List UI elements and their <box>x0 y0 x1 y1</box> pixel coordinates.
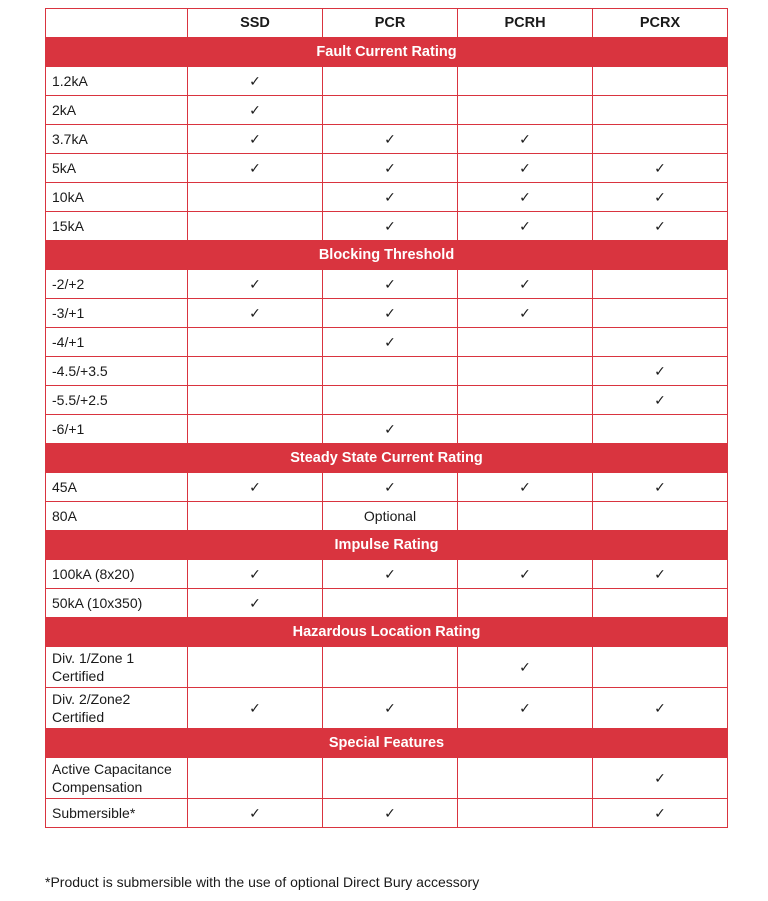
row-label: Div. 2/Zone2 Certified <box>46 688 188 729</box>
table-row <box>46 299 728 328</box>
table-row <box>46 758 728 799</box>
empty-cell <box>593 96 728 125</box>
empty-cell <box>458 386 593 415</box>
empty-cell <box>188 328 323 357</box>
header-row <box>46 9 728 38</box>
empty-cell <box>323 758 458 799</box>
empty-cell <box>458 589 593 618</box>
header-cell-ssd: SSD <box>188 9 323 38</box>
table-row <box>46 212 728 241</box>
empty-cell <box>593 270 728 299</box>
table-row <box>46 688 728 729</box>
check-mark-cell: ✓ <box>593 688 728 729</box>
check-mark-cell: ✓ <box>323 183 458 212</box>
section-title: Blocking Threshold <box>46 241 728 270</box>
table-row <box>46 799 728 828</box>
empty-cell <box>188 386 323 415</box>
table-row <box>46 328 728 357</box>
section-title: Hazardous Location Rating <box>46 618 728 647</box>
check-mark-cell: ✓ <box>458 125 593 154</box>
table-row <box>46 647 728 688</box>
table-row <box>46 473 728 502</box>
check-mark-cell: ✓ <box>188 270 323 299</box>
check-mark-cell: ✓ <box>323 125 458 154</box>
check-mark-cell: ✓ <box>593 560 728 589</box>
check-mark-cell: ✓ <box>593 386 728 415</box>
row-label: Div. 1/Zone 1 Certified <box>46 647 188 688</box>
table-row <box>46 125 728 154</box>
check-mark-cell: ✓ <box>323 154 458 183</box>
check-mark-cell: ✓ <box>593 758 728 799</box>
check-mark-cell: ✓ <box>323 799 458 828</box>
check-mark-cell: ✓ <box>323 473 458 502</box>
section-title: Steady State Current Rating <box>46 444 728 473</box>
row-label: 1.2kA <box>46 67 188 96</box>
check-mark-cell: ✓ <box>188 125 323 154</box>
empty-cell <box>458 415 593 444</box>
row-label: -6/+1 <box>46 415 188 444</box>
check-mark-cell: ✓ <box>458 299 593 328</box>
header-cell-pcr: PCR <box>323 9 458 38</box>
section-header-row <box>46 531 728 560</box>
table-row <box>46 415 728 444</box>
table-row <box>46 589 728 618</box>
table-body <box>46 38 728 828</box>
header-cell-pcrh: PCRH <box>458 9 593 38</box>
empty-cell <box>458 96 593 125</box>
check-mark-cell: ✓ <box>593 473 728 502</box>
row-label: -4/+1 <box>46 328 188 357</box>
empty-cell <box>188 415 323 444</box>
section-header-row <box>46 38 728 67</box>
table-row <box>46 183 728 212</box>
empty-cell <box>458 357 593 386</box>
row-label: 15kA <box>46 212 188 241</box>
row-label: 5kA <box>46 154 188 183</box>
check-mark-cell: ✓ <box>458 647 593 688</box>
empty-cell <box>323 647 458 688</box>
section-title: Fault Current Rating <box>46 38 728 67</box>
check-mark-cell: ✓ <box>458 560 593 589</box>
row-label: -3/+1 <box>46 299 188 328</box>
table-row <box>46 67 728 96</box>
row-label: 45A <box>46 473 188 502</box>
check-mark-cell: ✓ <box>458 212 593 241</box>
check-mark-cell: ✓ <box>458 473 593 502</box>
section-header-row <box>46 444 728 473</box>
check-mark-cell: ✓ <box>323 415 458 444</box>
empty-cell <box>593 328 728 357</box>
empty-cell <box>188 183 323 212</box>
table-row <box>46 270 728 299</box>
empty-cell <box>458 67 593 96</box>
empty-cell <box>323 589 458 618</box>
row-label: 3.7kA <box>46 125 188 154</box>
check-mark-cell: ✓ <box>188 299 323 328</box>
table-row <box>46 560 728 589</box>
comparison-table <box>45 8 728 828</box>
check-mark-cell: ✓ <box>323 299 458 328</box>
check-mark-cell: ✓ <box>188 154 323 183</box>
check-mark-cell: ✓ <box>593 799 728 828</box>
row-label: 2kA <box>46 96 188 125</box>
empty-cell <box>458 799 593 828</box>
check-mark-cell: ✓ <box>188 473 323 502</box>
row-label: 100kA (8x20) <box>46 560 188 589</box>
empty-cell <box>188 357 323 386</box>
check-mark-cell: ✓ <box>593 154 728 183</box>
empty-cell <box>458 328 593 357</box>
value-cell: Optional <box>323 502 458 531</box>
check-mark-cell: ✓ <box>593 212 728 241</box>
check-mark-cell: ✓ <box>458 154 593 183</box>
empty-cell <box>593 67 728 96</box>
empty-cell <box>323 67 458 96</box>
header-cell-empty <box>46 9 188 38</box>
check-mark-cell: ✓ <box>188 799 323 828</box>
row-label: 80A <box>46 502 188 531</box>
check-mark-cell: ✓ <box>458 270 593 299</box>
table-row <box>46 386 728 415</box>
empty-cell <box>593 589 728 618</box>
empty-cell <box>188 758 323 799</box>
row-label: -2/+2 <box>46 270 188 299</box>
row-label: -5.5/+2.5 <box>46 386 188 415</box>
table-row <box>46 154 728 183</box>
empty-cell <box>188 647 323 688</box>
check-mark-cell: ✓ <box>593 183 728 212</box>
check-mark-cell: ✓ <box>323 212 458 241</box>
header-cell-pcrx: PCRX <box>593 9 728 38</box>
check-mark-cell: ✓ <box>458 183 593 212</box>
check-mark-cell: ✓ <box>188 560 323 589</box>
table-row <box>46 357 728 386</box>
empty-cell <box>458 758 593 799</box>
empty-cell <box>323 96 458 125</box>
empty-cell <box>593 299 728 328</box>
check-mark-cell: ✓ <box>593 357 728 386</box>
table-row <box>46 96 728 125</box>
check-mark-cell: ✓ <box>188 67 323 96</box>
empty-cell <box>593 125 728 154</box>
section-title: Impulse Rating <box>46 531 728 560</box>
empty-cell <box>458 502 593 531</box>
check-mark-cell: ✓ <box>458 688 593 729</box>
check-mark-cell: ✓ <box>323 688 458 729</box>
empty-cell <box>593 415 728 444</box>
section-header-row <box>46 618 728 647</box>
row-label: -4.5/+3.5 <box>46 357 188 386</box>
empty-cell <box>593 502 728 531</box>
row-label: Submersible* <box>46 799 188 828</box>
check-mark-cell: ✓ <box>323 270 458 299</box>
footnote: *Product is submersible with the use of optional Direct Bury accessory <box>45 874 480 890</box>
section-title: Special Features <box>46 729 728 758</box>
check-mark-cell: ✓ <box>323 560 458 589</box>
row-label: 10kA <box>46 183 188 212</box>
row-label: Active Capacitance Compensation <box>46 758 188 799</box>
empty-cell <box>188 502 323 531</box>
check-mark-cell: ✓ <box>188 688 323 729</box>
empty-cell <box>188 212 323 241</box>
empty-cell <box>323 357 458 386</box>
check-mark-cell: ✓ <box>323 328 458 357</box>
empty-cell <box>323 386 458 415</box>
empty-cell <box>593 647 728 688</box>
section-header-row <box>46 241 728 270</box>
check-mark-cell: ✓ <box>188 96 323 125</box>
section-header-row <box>46 729 728 758</box>
row-label: 50kA (10x350) <box>46 589 188 618</box>
table-row <box>46 502 728 531</box>
check-mark-cell: ✓ <box>188 589 323 618</box>
